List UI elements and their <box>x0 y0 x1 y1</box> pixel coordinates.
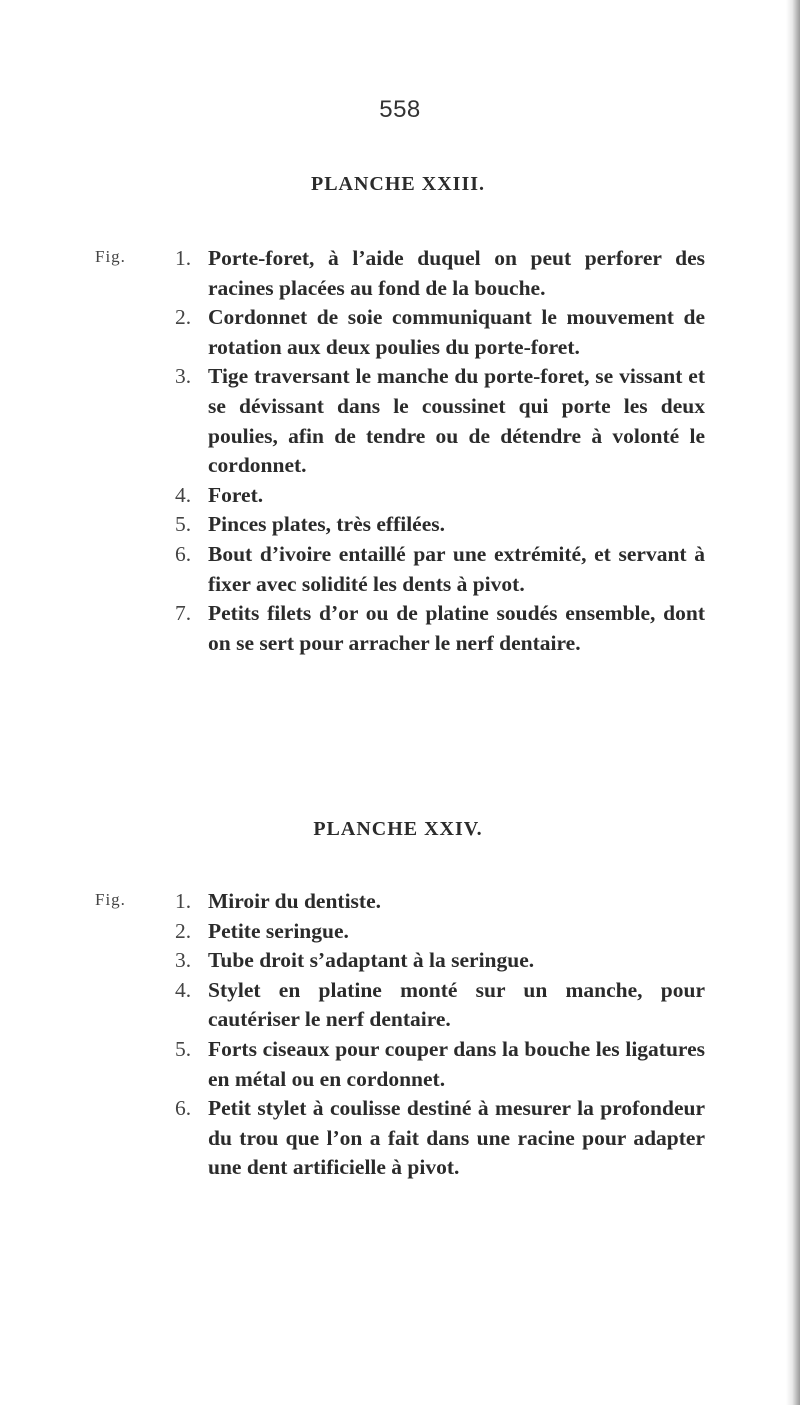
item-text: Bout d’ivoire entaillé par une extrémité, et servant à fixer avec solidité les dents à pivot. <box>208 541 705 596</box>
item-number: 4. <box>175 977 192 1002</box>
figure-list <box>175 887 705 1183</box>
item-text: Stylet en platine monté sur un manche, pour cautériser le nerf dentaire. <box>208 977 705 1032</box>
list-item <box>175 976 705 1035</box>
item-number: 6. <box>175 541 192 566</box>
list-item <box>175 244 705 303</box>
item-number: 1. <box>175 889 192 913</box>
fig-label: Fig. <box>95 890 126 909</box>
item-text: Petit stylet à coulisse destiné à mesurer la profondeur du trou que l’on a fait dans une racine pour adapter une dent artificielle à pivot. <box>208 1096 705 1180</box>
section-heading: PLANCHE XXIII. <box>310 173 486 195</box>
item-number: 3. <box>175 948 192 973</box>
list-item <box>175 481 705 511</box>
item-text: Tige traversant le manche du porte-foret, se vissant et se dévissant dans le coussinet qui porte les deux poulies, afin de tendre ou de détendre à volonté le cordonnet. <box>208 364 705 478</box>
item-text: Cordonnet de soie communiquant le mouvement de rotation aux deux poulies du porte-foret. <box>208 305 705 359</box>
list-item <box>175 1094 705 1183</box>
page-edge-shadow <box>786 0 800 1405</box>
item-number: 5. <box>175 512 192 537</box>
item-number: 3. <box>175 364 192 389</box>
item-text: Porte-foret, à l’aide duquel on peut perforer des racines placées au fond de la bouche. <box>208 246 705 300</box>
list-item <box>175 917 705 947</box>
page-number: 558 <box>379 96 421 123</box>
list-item <box>175 510 705 540</box>
item-text: Foret. <box>208 482 264 507</box>
list-item <box>175 946 705 976</box>
fig-label: Fig. <box>95 247 126 266</box>
item-number: 1. <box>175 246 192 270</box>
list-item <box>175 540 705 599</box>
item-text: Forts ciseaux pour couper dans la bouche les ligatures en métal ou en cordonnet. <box>208 1036 705 1091</box>
item-text: Miroir du dentiste. <box>208 889 381 913</box>
list-item <box>175 599 705 658</box>
item-number: 2. <box>175 918 192 943</box>
item-number: 5. <box>175 1036 192 1061</box>
figure-list <box>175 244 705 658</box>
list-item <box>175 362 705 480</box>
item-number: 2. <box>175 305 192 330</box>
item-text: Petite seringue. <box>208 918 349 943</box>
list-item <box>175 887 705 917</box>
list-item <box>175 303 705 362</box>
item-text: Petits filets d’or ou de platine soudés ensemble, dont on se sert pour arracher le nerf dentaire. <box>208 601 705 655</box>
item-number: 4. <box>175 482 192 507</box>
item-text: Pinces plates, très effilées. <box>208 512 446 537</box>
list-item <box>175 1035 705 1094</box>
section-heading: PLANCHE XXIV. <box>313 818 483 840</box>
item-number: 7. <box>175 601 192 626</box>
item-number: 6. <box>175 1096 192 1121</box>
item-text: Tube droit s’adaptant à la seringue. <box>208 948 535 973</box>
